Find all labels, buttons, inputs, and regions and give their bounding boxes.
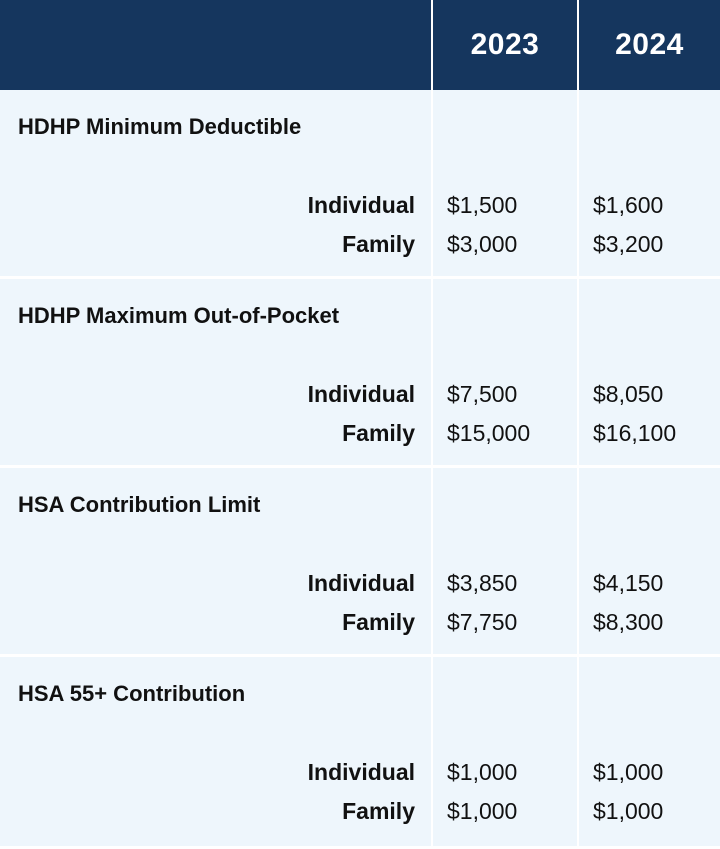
- header-year-2023: 2023: [433, 0, 577, 90]
- values-2024: [593, 564, 663, 642]
- row-labels: [308, 753, 415, 831]
- value-cell-2023: [433, 90, 577, 279]
- value-cell-2023: [433, 657, 577, 849]
- value: $1,000: [447, 759, 518, 785]
- value: $1,000: [447, 798, 518, 824]
- section-title: HDHP Minimum Deductible: [18, 114, 302, 139]
- value: $1,000: [593, 759, 664, 785]
- value: $8,050: [593, 381, 664, 407]
- value: $3,850: [447, 570, 518, 596]
- section-label-cell: [0, 279, 431, 468]
- value-cell-2024: [579, 468, 720, 657]
- values-2024: [593, 753, 663, 831]
- value-cell-2024: [579, 279, 720, 468]
- value: $7,500: [447, 381, 518, 407]
- section-title: HDHP Maximum Out-of-Pocket: [18, 303, 340, 328]
- value: $7,750: [447, 609, 518, 635]
- row-label-individual: Individual: [307, 192, 415, 218]
- row-label-family: Family: [342, 231, 415, 257]
- section-label-cell: [0, 468, 431, 657]
- row-label-family: Family: [342, 609, 415, 635]
- section-label-cell: [0, 657, 431, 849]
- value: $3,200: [593, 231, 664, 257]
- value: $1,600: [593, 192, 664, 218]
- header-year-2024: 2024: [579, 0, 720, 90]
- values-2023: [447, 564, 517, 642]
- value: $15,000: [447, 420, 531, 446]
- row-label-individual: Individual: [307, 570, 415, 596]
- value-cell-2023: [433, 468, 577, 657]
- row-label-family: Family: [342, 420, 415, 446]
- values-2024: [593, 375, 676, 453]
- section-title: HSA 55+ Contribution: [18, 681, 246, 706]
- header-corner: [0, 0, 431, 90]
- value: $1,000: [593, 798, 664, 824]
- value-cell-2024: [579, 657, 720, 849]
- value: $16,100: [593, 420, 677, 446]
- value: $3,000: [447, 231, 518, 257]
- values-2023: [447, 375, 530, 453]
- row-labels: [308, 186, 415, 264]
- values-2024: [593, 186, 663, 264]
- row-label-individual: Individual: [307, 381, 415, 407]
- value-cell-2023: [433, 279, 577, 468]
- row-label-family: Family: [342, 798, 415, 824]
- value-cell-2024: [579, 90, 720, 279]
- value: $4,150: [593, 570, 664, 596]
- values-2023: [447, 186, 517, 264]
- value: $8,300: [593, 609, 664, 635]
- row-label-individual: Individual: [307, 759, 415, 785]
- row-labels: [308, 375, 415, 453]
- section-label-cell: [0, 90, 431, 279]
- section-title: HSA Contribution Limit: [18, 492, 261, 517]
- row-labels: [308, 564, 415, 642]
- value: $1,500: [447, 192, 518, 218]
- values-2023: [447, 753, 517, 831]
